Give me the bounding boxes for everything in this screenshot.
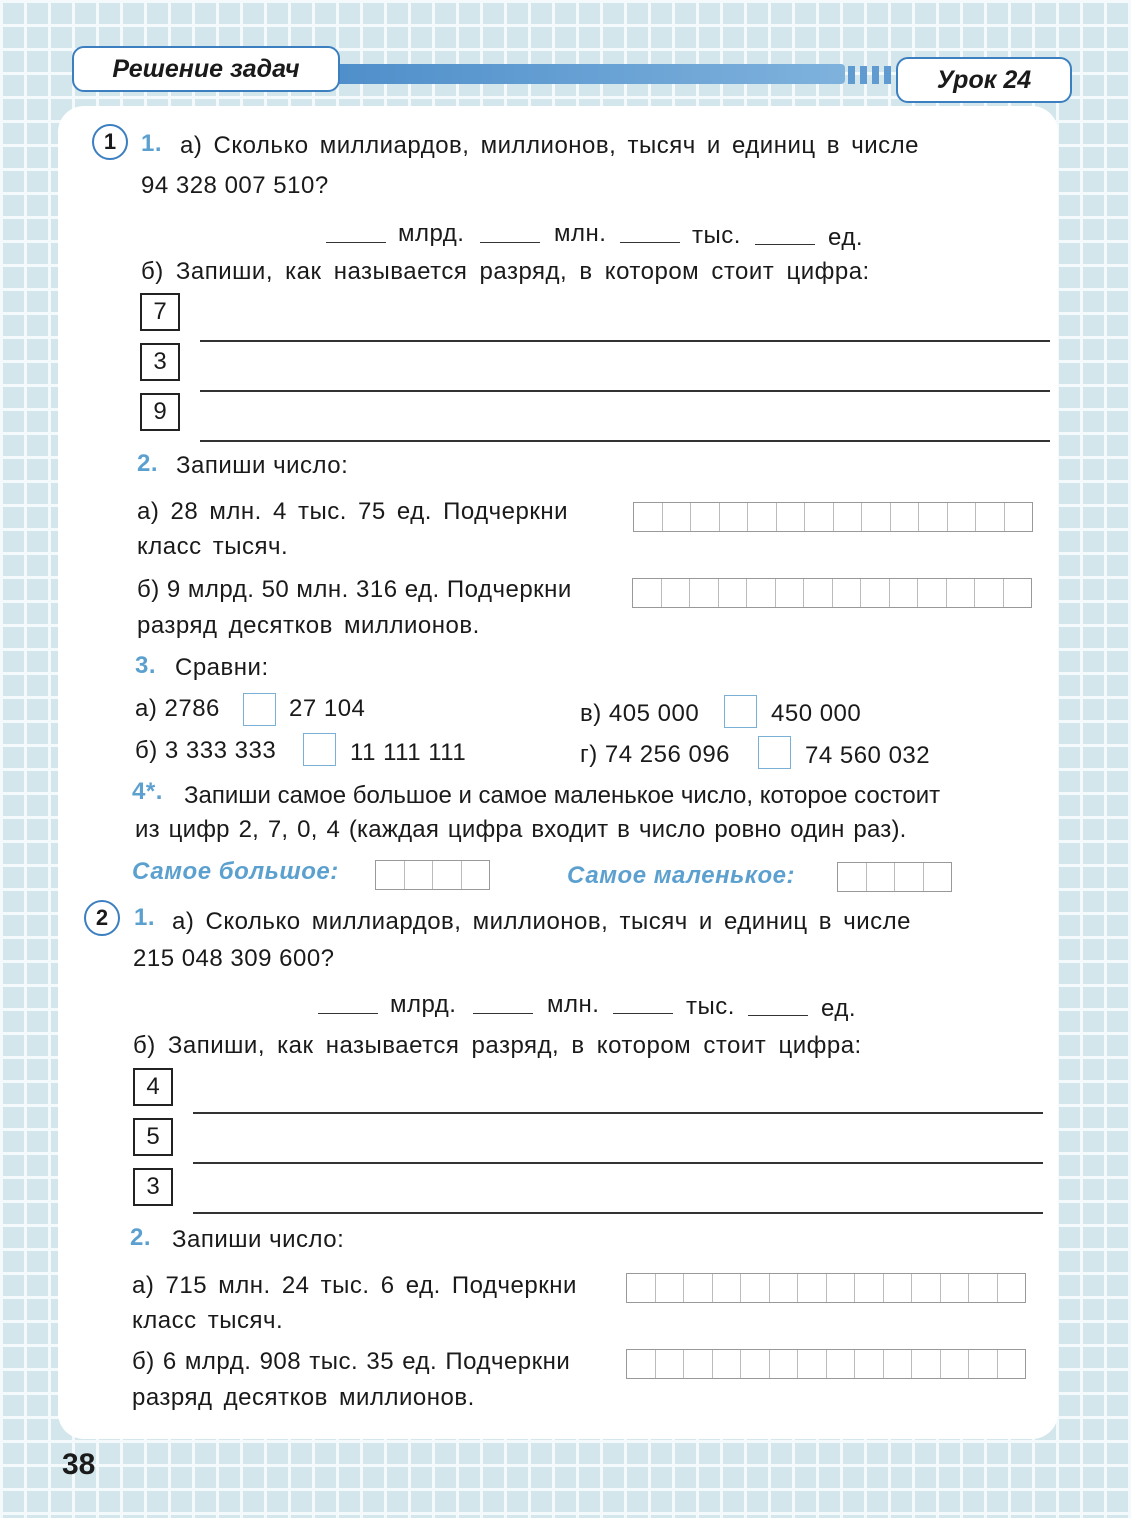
section-title: Решение задач xyxy=(72,46,340,92)
smallest-label: Самое маленькое: xyxy=(567,862,795,889)
number-cells[interactable] xyxy=(626,1273,1026,1303)
compare-box[interactable] xyxy=(758,736,791,769)
task-number: 2. xyxy=(130,1224,152,1251)
answer-blank-billions[interactable] xyxy=(326,242,386,243)
answer-blank-billions[interactable] xyxy=(318,1013,378,1014)
unit-label: млн. xyxy=(547,991,600,1018)
task-title: Запиши число: xyxy=(172,1226,345,1253)
compare-left: г) 74 256 096 xyxy=(580,741,731,768)
unit-label: млн. xyxy=(554,220,607,247)
answer-line[interactable] xyxy=(193,1212,1043,1214)
answer-line[interactable] xyxy=(193,1112,1043,1114)
task-text: разряд десятков миллионов. xyxy=(137,612,480,639)
lesson-title: Урок 24 xyxy=(896,57,1072,103)
answer-blank-millions[interactable] xyxy=(473,1013,533,1014)
task-text: б) Запиши, как называется разряд, в котором стоит цифра: xyxy=(133,1032,862,1059)
task-number: 1. xyxy=(134,904,156,931)
task-text: а) Сколько миллиардов, миллионов, тысяч и единиц в числе xyxy=(172,908,911,935)
number-cells-smallest[interactable] xyxy=(837,862,952,892)
compare-right: 74 560 032 xyxy=(805,742,931,769)
answer-line[interactable] xyxy=(200,390,1050,392)
task-text: класс тысяч. xyxy=(132,1307,284,1334)
answer-blank-units[interactable] xyxy=(748,1015,808,1016)
task-text: класс тысяч. xyxy=(137,533,289,560)
compare-left: б) 3 333 333 xyxy=(135,737,277,764)
task-text: б) 6 млрд. 908 тыс. 35 ед. Подчеркни xyxy=(132,1348,571,1375)
compare-right: 11 111 111 xyxy=(350,739,467,766)
unit-label: ед. xyxy=(828,224,863,251)
header-stripe-bars xyxy=(848,66,891,84)
task-number: 4*. xyxy=(132,778,163,805)
answer-blank-millions[interactable] xyxy=(480,242,540,243)
compare-left: в) 405 000 xyxy=(580,700,700,727)
answer-blank-units[interactable] xyxy=(755,244,815,245)
compare-left: а) 2786 xyxy=(135,695,220,722)
header-stripe xyxy=(300,64,845,84)
task-number-value: 94 328 007 510? xyxy=(141,172,329,199)
digit-box: 9 xyxy=(140,393,180,431)
task-title: Сравни: xyxy=(175,654,269,681)
task-number-value: 215 048 309 600? xyxy=(133,945,335,972)
answer-blank-thousands[interactable] xyxy=(620,242,680,243)
task-text: а) 715 млн. 24 тыс. 6 ед. Подчеркни xyxy=(132,1272,577,1299)
answer-line[interactable] xyxy=(200,340,1050,342)
digit-box: 7 xyxy=(140,293,180,331)
unit-label: млрд. xyxy=(390,991,457,1018)
largest-label: Самое большое: xyxy=(132,858,339,885)
compare-right: 450 000 xyxy=(771,700,862,727)
digit-box: 3 xyxy=(140,343,180,381)
number-cells[interactable] xyxy=(633,502,1033,532)
task-number: 1. xyxy=(141,130,163,157)
task-text: а) 28 млн. 4 тыс. 75 ед. Подчеркни xyxy=(137,498,569,525)
number-cells[interactable] xyxy=(626,1349,1026,1379)
number-cells-largest[interactable] xyxy=(375,860,490,890)
page-number: 38 xyxy=(62,1448,96,1481)
task-number: 3. xyxy=(135,652,157,679)
task-text: б) 9 млрд. 50 млн. 316 ед. Подчеркни xyxy=(137,576,572,603)
unit-label: тыс. xyxy=(686,993,735,1020)
task-text: Запиши самое большое и самое маленькое число, которое состоит xyxy=(184,782,941,809)
compare-right: 27 104 xyxy=(289,695,366,722)
answer-line[interactable] xyxy=(200,440,1050,442)
compare-box[interactable] xyxy=(303,733,336,766)
task-text: разряд десятков миллионов. xyxy=(132,1384,475,1411)
unit-label: млрд. xyxy=(398,220,465,247)
task-number: 2. xyxy=(137,450,159,477)
number-cells[interactable] xyxy=(632,578,1032,608)
task-title: Запиши число: xyxy=(176,452,349,479)
digit-box: 5 xyxy=(133,1118,173,1156)
variant-marker-1: 1 xyxy=(92,124,128,160)
digit-box: 3 xyxy=(133,1168,173,1206)
task-text: а) Сколько миллиардов, миллионов, тысяч и единиц в числе xyxy=(180,132,919,159)
unit-label: тыс. xyxy=(692,222,741,249)
task-text: б) Запиши, как называется разряд, в котором стоит цифра: xyxy=(141,258,870,285)
answer-blank-thousands[interactable] xyxy=(613,1013,673,1014)
task-text: из цифр 2, 7, 0, 4 (каждая цифра входит в число ровно один раз). xyxy=(135,816,907,843)
digit-box: 4 xyxy=(133,1068,173,1106)
answer-line[interactable] xyxy=(193,1162,1043,1164)
variant-marker-2: 2 xyxy=(84,900,120,936)
unit-label: ед. xyxy=(821,995,856,1022)
compare-box[interactable] xyxy=(724,695,757,728)
compare-box[interactable] xyxy=(243,693,276,726)
